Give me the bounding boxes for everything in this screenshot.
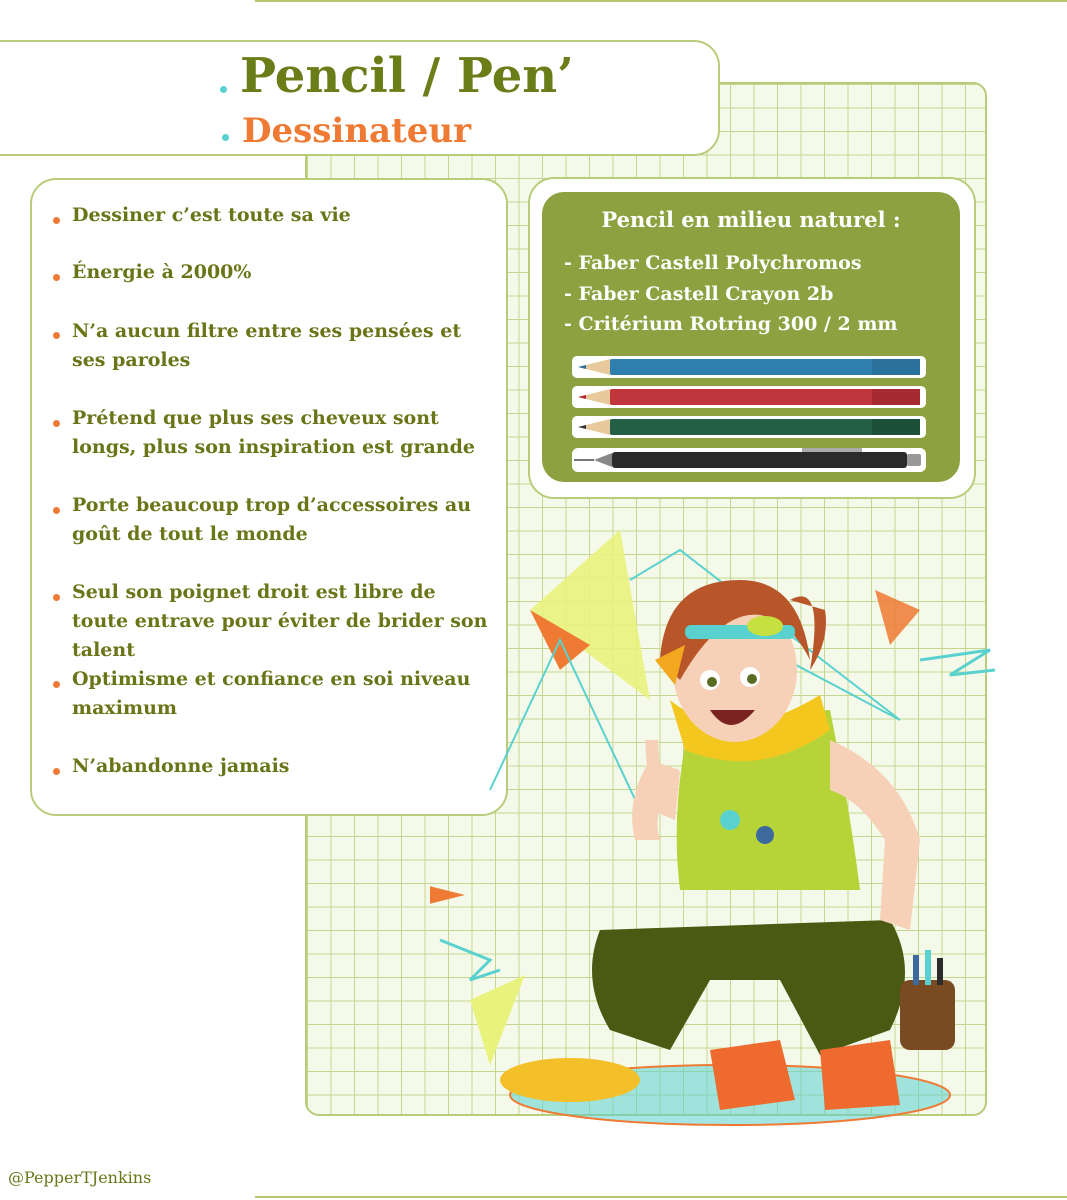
bullet-icon: [53, 594, 60, 601]
page-subtitle: Dessinateur: [242, 111, 472, 151]
mechanical-pencil-icon: [572, 448, 926, 472]
trait-item: N’abandonne jamais: [72, 755, 290, 777]
trait-item: Seul son poignet droit est libre de toute entrave pour éviter de brider son talent: [72, 581, 488, 661]
bullet-icon: [53, 420, 60, 427]
blue-pencil-icon: [572, 356, 926, 378]
pants: [592, 920, 905, 1055]
bullet-icon: [53, 768, 60, 775]
triangle-shape-icon: [470, 975, 525, 1065]
bullet-icon: [53, 507, 60, 514]
star-scribble-icon: [920, 650, 995, 675]
star-shape-icon: [875, 590, 920, 645]
left-shoe: [500, 1058, 640, 1102]
bullet-icon: [53, 274, 60, 281]
pencil-list-item: - Faber Castell Crayon 2b: [564, 283, 834, 305]
bottom-rule: [255, 1196, 1067, 1198]
hair-bow: [747, 616, 783, 636]
artist-credit: @PepperTJenkins: [8, 1168, 152, 1187]
badge-icon: [756, 826, 774, 844]
triangle-shape-icon: [430, 875, 465, 915]
star-shape-icon: [530, 530, 650, 700]
trait-item: N’a aucun filtre entre ses pensées et ses paroles: [72, 320, 462, 371]
tool-pouch: [900, 980, 955, 1050]
badge-icon: [720, 810, 740, 830]
subtitle-dot-icon: [222, 134, 229, 141]
red-pencil-icon: [572, 386, 926, 408]
pencil-list-item: - Critérium Rotring 300 / 2 mm: [564, 313, 898, 335]
bullet-icon: [53, 332, 60, 339]
trait-item: Dessiner c’est toute sa vie: [72, 204, 351, 226]
bullet-icon: [53, 681, 60, 688]
pencil-panel-heading: Pencil en milieu naturel :: [601, 207, 901, 232]
graphite-pencil-icon: [572, 416, 926, 438]
pencil-list-item: - Faber Castell Polychromos: [564, 252, 862, 274]
page-title: Pencil / Pen’: [240, 48, 574, 104]
title-dot-icon: [220, 86, 227, 93]
shoe: [820, 1040, 900, 1110]
bullet-icon: [53, 217, 60, 224]
pencils-illustration: [572, 352, 928, 477]
trait-item: Énergie à 2000%: [72, 261, 252, 283]
shoe: [710, 1040, 795, 1110]
character-illustration: [430, 510, 1030, 1130]
trait-item: Optimisme et confiance en soi niveau maximum: [72, 668, 471, 719]
trait-item: Prétend que plus ses cheveux sont longs, plus son inspiration est grande: [72, 407, 475, 458]
trait-item: Porte beaucoup trop d’accessoires au goût de tout le monde: [72, 494, 472, 545]
star-scribble-icon: [440, 940, 500, 980]
top-rule: [255, 0, 1067, 2]
